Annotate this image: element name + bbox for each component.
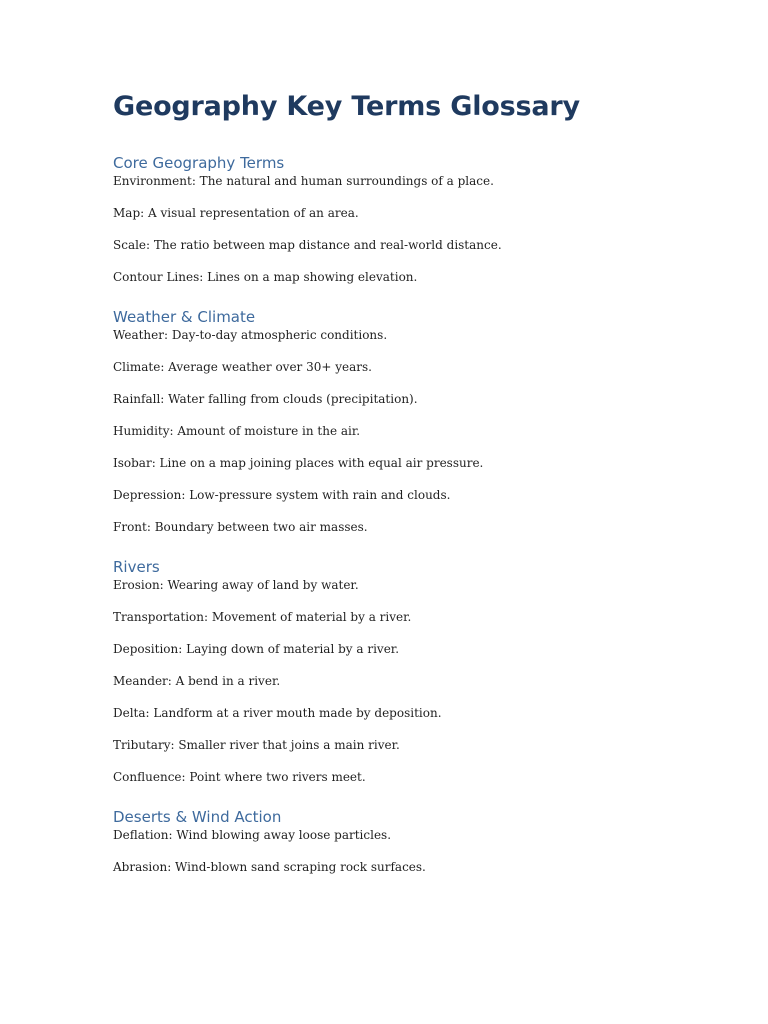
term-entry: Delta: Landform at a river mouth made by deposition. <box>113 706 442 720</box>
term-entry: Weather: Day-to-day atmospheric conditions. <box>113 328 388 342</box>
term-entry: Abrasion: Wind-blown sand scraping rock surfaces. <box>113 860 426 874</box>
section-rivers <box>113 557 693 785</box>
term-entry: Contour Lines: Lines on a map showing elevation. <box>113 270 418 284</box>
section-core-geography-terms <box>113 153 693 285</box>
term-entry: Map: A visual representation of an area. <box>113 206 359 220</box>
section-heading: Core Geography Terms <box>113 154 285 172</box>
term-entry: Humidity: Amount of moisture in the air. <box>113 424 361 438</box>
term-entry: Scale: The ratio between map distance and real-world distance. <box>113 238 502 252</box>
term-entry: Environment: The natural and human surroundings of a place. <box>113 174 494 188</box>
term-entry: Meander: A bend in a river. <box>113 674 281 688</box>
term-entry: Erosion: Wearing away of land by water. <box>113 578 359 592</box>
term-entry: Rainfall: Water falling from clouds (precipitation). <box>113 392 418 406</box>
section-deserts-wind-action <box>113 807 693 875</box>
term-entry: Transportation: Movement of material by a river. <box>113 610 412 624</box>
section-heading: Rivers <box>113 558 160 576</box>
document-content <box>113 84 693 875</box>
term-entry: Isobar: Line on a map joining places with equal air pressure. <box>113 456 484 470</box>
term-entry: Front: Boundary between two air masses. <box>113 520 368 534</box>
term-entry: Confluence: Point where two rivers meet. <box>113 770 366 784</box>
document-title: Geography Key Terms Glossary <box>113 91 580 122</box>
term-entry: Tributary: Smaller river that joins a main river. <box>113 738 400 752</box>
section-weather-climate <box>113 307 693 535</box>
term-entry: Climate: Average weather over 30+ years. <box>113 360 372 374</box>
section-heading: Deserts & Wind Action <box>113 808 282 826</box>
term-entry: Depression: Low-pressure system with rain and clouds. <box>113 488 451 502</box>
term-entry: Deflation: Wind blowing away loose particles. <box>113 828 392 842</box>
section-heading: Weather & Climate <box>113 308 256 326</box>
term-entry: Deposition: Laying down of material by a river. <box>113 642 400 656</box>
